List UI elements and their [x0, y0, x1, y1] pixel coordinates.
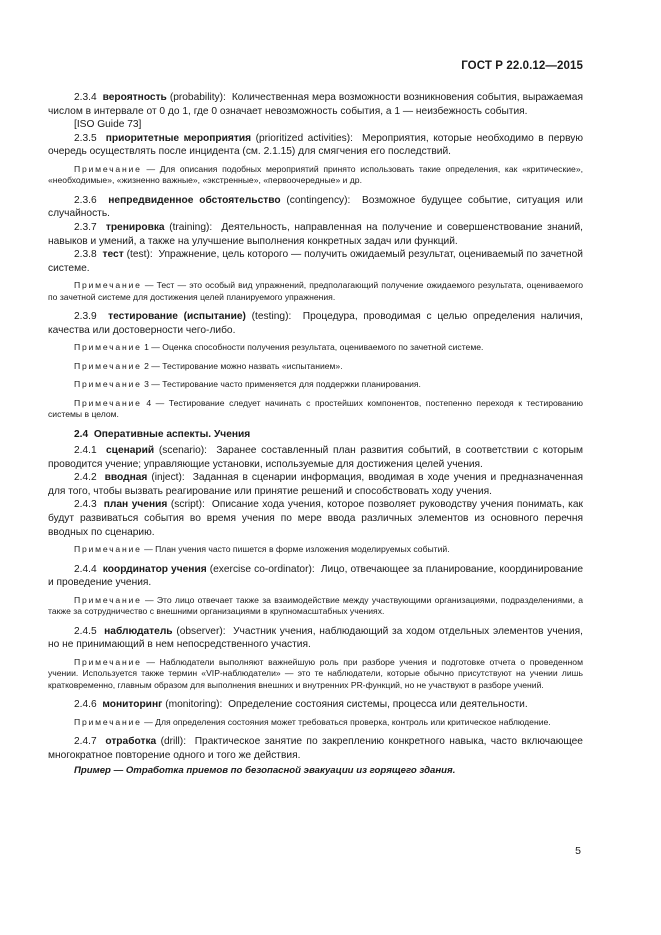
- term-2-3-7: 2.3.7 тренировка (training): Деятельность, направленная на получение и совершенствование знаний, навыков и умений, а также на улучшение выполнения конкретных задач или функций.: [48, 221, 583, 247]
- term-name: непредвиденное обстоятельство: [108, 194, 281, 206]
- term-2-4-3: 2.4.3 план учения (script): Описание хода учения, которое позволяет руководству учения понимать, как будут развиваться события во время учения по мере ввода различных элементов из основного перечня вводных по сценарию.: [48, 499, 583, 538]
- example: Пример — Отработка приемов по безопасной эвакуации из горящего здания.: [74, 765, 456, 777]
- term-name: тренировка: [105, 221, 165, 233]
- term-name: тестирование (испытание): [108, 311, 246, 323]
- note: Примечание — План учения часто пишется в форме изложения моделируемых событий.: [74, 544, 450, 555]
- term-name: мониторинг: [102, 698, 163, 710]
- section-heading: 2.4 Оперативные аспекты. Учения: [74, 429, 251, 441]
- note-2: Примечание 2 — Тестирование можно назвать «испытанием».: [74, 360, 343, 371]
- term-2-3-6: 2.3.6 непредвиденное обстоятельство (contingency): Возможное будущее событие, ситуация или случайность.: [48, 194, 583, 220]
- term-name: координатор учения: [102, 563, 207, 575]
- term-2-3-5: 2.3.5 приоритетные мероприятия (prioritized activities): Мероприятия, которые необходимо в первую очередь осуществлять после инцидента (см. 2.1.15) для смягчения его последствий.: [48, 132, 583, 158]
- note: Примечание — Для определения состояния может требоваться проверка, контроль или критическое наблюдение.: [74, 716, 551, 727]
- term-2-4-4: 2.4.4 координатор учения (exercise co-ordinator): Лицо, отвечающее за планирование, координирование и проведение учения.: [48, 563, 583, 589]
- term-name: вероятность: [102, 92, 167, 103]
- term-name: план учения: [103, 499, 168, 511]
- note: Примечание — Тест — это особый вид упражнений, предполагающий получение ожидаемого результата, оцениваемого по зачетной системе для достижения целей планируемого упражнения.: [48, 280, 583, 302]
- document-header: ГОСТ Р 22.0.12—2015: [461, 60, 583, 72]
- term-name: тест: [102, 249, 124, 261]
- term-2-4-5: 2.4.5 наблюдатель (observer): Участник учения, наблюдающий за ходом отдельных элементов учения, но не принимающий в нем непосредственного участия.: [48, 625, 583, 651]
- term-name: сценарий: [106, 444, 155, 456]
- note-1: Примечание 1 — Оценка способности получения результата, оцениваемого по зачетной системе.: [74, 342, 484, 353]
- note-4: Примечание 4 — Тестирование следует начинать с простейших компонентов, постепенно переходя к тестированию системы в целом.: [48, 397, 583, 419]
- note: Примечание — Наблюдатели выполняют важнейшую роль при разборе учения и подготовке отчета о проведенном учении. Используется также термин «VIP-наблюдатели» — это те наблюдатели, которые обычно присутствуют на учении лишь кратковременно, главным образом для выполнения внешних и внутренних PR-функций, но не участвуют в разборе учений.: [48, 656, 583, 690]
- term-2-4-1: 2.4.1 сценарий (scenario): Заранее составленный план развития событий, в соответствии с которым проводится учение; управляющие установки, используемые для достижения целей учения.: [48, 444, 583, 470]
- source-ref: [ISO Guide 73]: [74, 119, 142, 131]
- page-number: 5: [575, 845, 581, 857]
- term-name: вводная: [104, 472, 148, 484]
- term-2-4-6: 2.4.6 мониторинг (monitoring): Определение состояния системы, процесса или деятельности.: [74, 698, 528, 710]
- term-2-3-4: 2.3.4 вероятность (probability): Количественная мера возможности возникновения события, выражаемая числом в интервале от 0 до 1, где 0 означает невозможность события, а 1 — неизбежность события.: [48, 92, 583, 117]
- term-name: отработка: [105, 735, 157, 747]
- term-2-4-7: 2.4.7 отработка (drill): Практическое занятие по закреплению конкретного навыка, часто включающее многократное повторение одного и того же действия.: [48, 735, 583, 761]
- page-content: [48, 91, 583, 778]
- note: Примечание — Это лицо отвечает также за взаимодействие между участвующими организациями, подразделениями, а также за сотрудничество с внешними организациями в крупномасштабных учениях.: [48, 594, 583, 617]
- term-2-3-8: 2.3.8 тест (test): Упражнение, цель которого — получить ожидаемый результат, оцениваемый по зачетной системе.: [48, 249, 583, 274]
- note: Примечание — Для описания подобных мероприятий принято использовать такие определения, как «критические», «необходимые», «жизненно важные», «экстренные», «первоочередные» и др.: [48, 163, 583, 186]
- term-2-4-2: 2.4.2 вводная (inject): Заданная в сценарии информация, вводимая в ходе учения и предназначенная для того, чтобы вызвать реагирование или принятие решений и способствовать ходу учения.: [48, 472, 583, 497]
- term-2-3-9: 2.3.9 тестирование (испытание) (testing): Процедура, проводимая с целью определения наличия, качества или достоверности чего-либо.: [48, 311, 583, 336]
- term-name: приоритетные мероприятия: [105, 132, 252, 144]
- term-name: наблюдатель: [104, 625, 173, 637]
- note-3: Примечание 3 — Тестирование часто применяется для поддержки планирования.: [74, 379, 421, 390]
